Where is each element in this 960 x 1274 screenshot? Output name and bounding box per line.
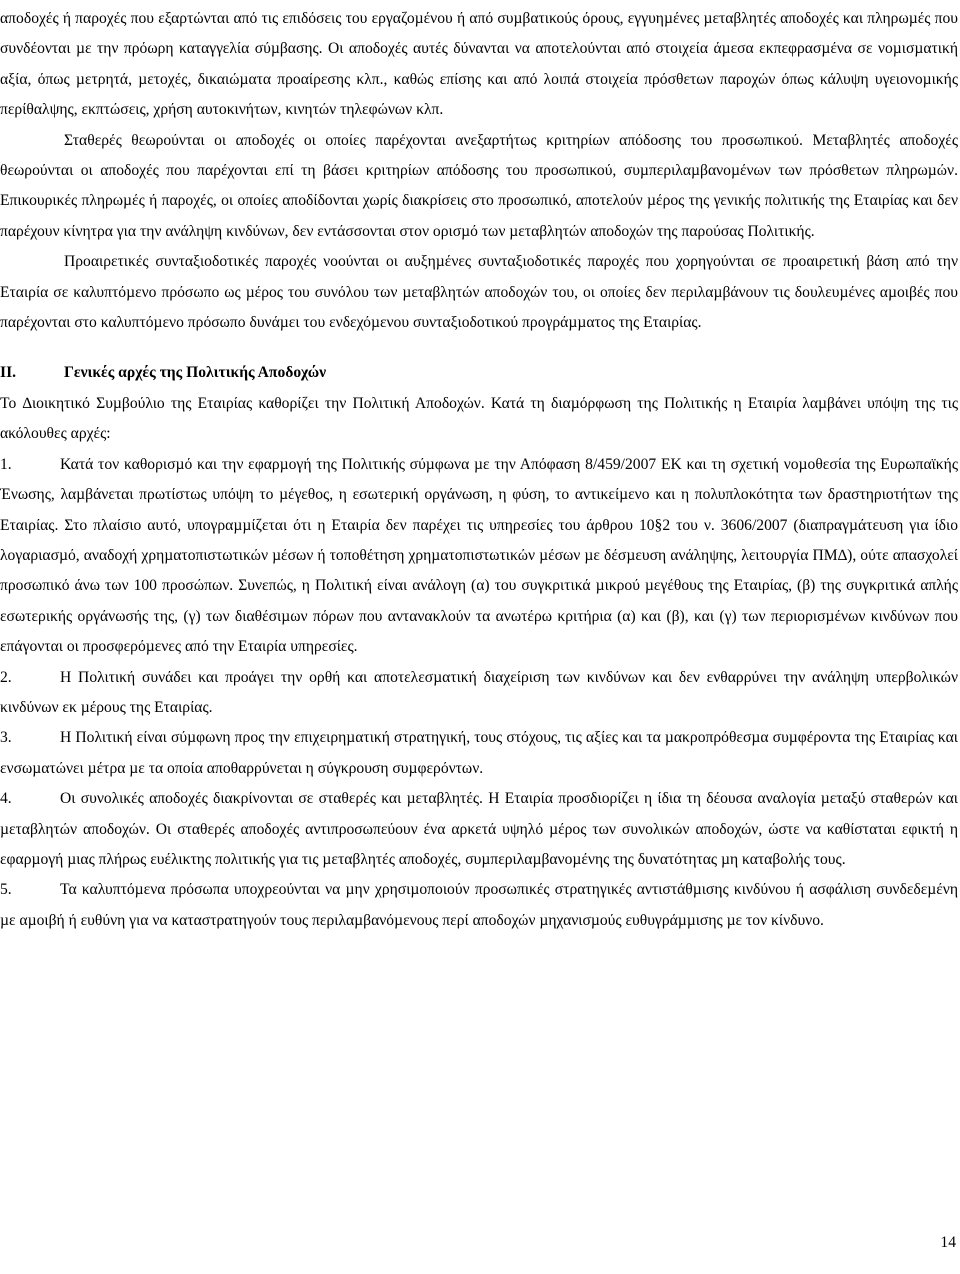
paragraph-remuneration-definition: αποδοχές ή παροχές που εξαρτώνται από τις επιδόσεις του εργαζοµένου ή από συµβατικούς όρους, εγγυηµένες µεταβλητές αποδοχές και πληρωµές που συνδέονται µε την πρόωρη καταγγελία σύµβασης. Οι αποδοχές αυτές δύνανται να αποτελούνται από στοιχεία άµεσα εκπεφρασµένα σε νοµισµατική αξία, όπως µετρητά, µετοχές, δικαιώµατα προαίρεσης κλπ., καθώς επίσης και από λοιπά στοιχεία πρόσθετων παροχών όπως κάλυψη υγειονοµικής περίθαλψης, εκπτώσεις, χρήση αυτοκινήτων, κινητών τηλεφώνων κλπ. [0, 10, 958, 119]
list-item [0, 723, 958, 784]
list-item-number: 1. [0, 455, 12, 473]
paragraph-fixed-variable: Σταθερές θεωρούνται οι αποδοχές οι οποίες παρέχονται ανεξαρτήτως κριτηρίων απόδοσης του προσωπικού. Μεταβλητές αποδοχές θεωρούνται οι αποδοχές που παρέχονται επί τη βάσει κριτηρίων απόδοσης του προσωπικού, συµπεριλαµβανοµένων των πρόσθετων πληρωµών. Επικουρικές πληρωµές ή παροχές, οι οποίες αποδίδονται χωρίς διακρίσεις στο προσωπικό, αποτελούν µέρος της γενικής πολιτικής της Εταιρίας και δεν παρέχουν κίνητρα για την ανάληψη κινδύνων, δεν εντάσσονται στον ορισµό των µεταβλητών αποδοχών της παρούσας Πολιτικής. [0, 131, 958, 240]
list-item-text: Η Πολιτική συνάδει και προάγει την ορθή και αποτελεσµατική διαχείριση των κινδύνων και δεν ενθαρρύνει την ανάληψη υπερβολικών κινδύνων εκ µέρους της Εταιρίας. [0, 668, 958, 716]
section-number: ΙΙ. [0, 364, 17, 382]
list-item [0, 875, 958, 936]
list-item [0, 663, 958, 724]
list-item-text: Η Πολιτική είναι σύµφωνη προς την επιχειρηµατική στρατηγική, τους στόχους, τις αξίες και τα µακροπρόθεσµα συµφέροντα της Εταιρίας και ενσωµατώνει µέτρα µε τα οποία αποθαρρύνεται η σύγκρουση συµφερόντων. [0, 729, 958, 777]
paragraph-pension-benefits: Προαιρετικές συνταξιοδοτικές παροχές νοούνται οι αυξηµένες συνταξιοδοτικές παροχές που χορηγούνται σε προαιρετική βάση από την Εταιρία σε καλυπτόµενο πρόσωπο ως µέρος του συνόλου των µεταβλητών αποδοχών του, οι οποίες δεν περιλαµβάνουν τις δουλευµένες αµοιβές που παρέχονται στο καλυπτόµενο πρόσωπο δυνάµει του ενδεχόµενου συνταξιοδοτικού προγράµµατος της Εταιρίας. [0, 253, 958, 332]
list-item-text: Κατά τον καθορισµό και την εφαρµογή της Πολιτικής σύµφωνα µε την Απόφαση 8/459/2007 ΕΚ και τη σχετική νοµοθεσία της Ευρωπαϊκής Ένωσης, λαµβάνεται πρωτίστως υπόψη το µέγεθος, η εσωτερική οργάνωση, η φύση, το αντικείµενο και η πολυπλοκότητα των δραστηριοτήτων της Εταιρίας. Στο πλαίσιο αυτό, υπογραµµίζεται ότι η Εταιρία δεν παρέχει τις υπηρεσίες του άρθρου 10§2 του ν. 3606/2007 (διαπραγµάτευση για ίδιο λογαριασµό, αναδοχή χρηµατοπιστωτικών µέσων ή τοποθέτηση χρηµατοπιστωτικών µέσων µε δέσµευση ανάληψης, λειτουργία ΠΜ∆), ούτε απασχολεί προσωπικό άνω των 100 προσώπων. Συνεπώς, η Πολιτική είναι ανάλογη (α) του συγκριτικά µικρού µεγέθους της Εταιρίας, (β) της συγκριτικά απλής εσωτερικής οργάνωσής της, (γ) των διαθέσιµων πόρων που αντανακλούν τα ανωτέρω κριτήρια (α) και (β), και (γ) των περιορισµένων κινδύνων που επάγονται οι προσφερόµενες από την Εταιρία υπηρεσίες. [0, 455, 958, 656]
list-item-text: Τα καλυπτόµενα πρόσωπα υποχρεούνται να µην χρησιµοποιούν προσωπικές στρατηγικές αντιστάθµισης κινδύνου ή ασφάλιση συνδεδεµένη µε αµοιβή ή ευθύνη για να καταστρατηγούν τους περιλαµβανόµενους περί αποδοχών µηχανισµούς ευθυγράµµισης µε τον κίνδυνο. [0, 881, 958, 929]
list-item [0, 784, 958, 875]
page-number: 14 [940, 1234, 956, 1251]
section-heading [0, 358, 958, 388]
list-item-number: 4. [0, 790, 12, 808]
list-item-text: Οι συνολικές αποδοχές διακρίνονται σε σταθερές και µεταβλητές. Η Εταιρία προσδιορίζει η ίδια τη δέουσα αναλογία µεταξύ σταθερών και µεταβλητών αποδοχών. Οι σταθερές αποδοχές αντιπροσωπεύουν ένα αρκετά υψηλό µέρος των συνολικών αποδοχών, ώστε να καθίσταται εφικτή η εφαρµογή µιας πλήρως ευέλικτης πολιτικής για τις µεταβλητές αποδοχές, συµπεριλαµβανοµένης της δυνατότητας µη καταβολής τους. [0, 790, 958, 868]
list-item [0, 450, 958, 663]
list-item-number: 5. [0, 881, 12, 899]
document-page [0, 4, 958, 936]
section-title: Γενικές αρχές της Πολιτικής Αποδοχών [64, 364, 327, 382]
list-item-number: 3. [0, 729, 12, 747]
section-intro: Το ∆ιοικητικό Συµβούλιο της Εταιρίας καθορίζει την Πολιτική Αποδοχών. Κατά τη διαµόρφωση της Πολιτικής η Εταιρία λαµβάνει υπόψη της τις ακόλουθες αρχές: [0, 394, 958, 443]
list-item-number: 2. [0, 668, 12, 686]
